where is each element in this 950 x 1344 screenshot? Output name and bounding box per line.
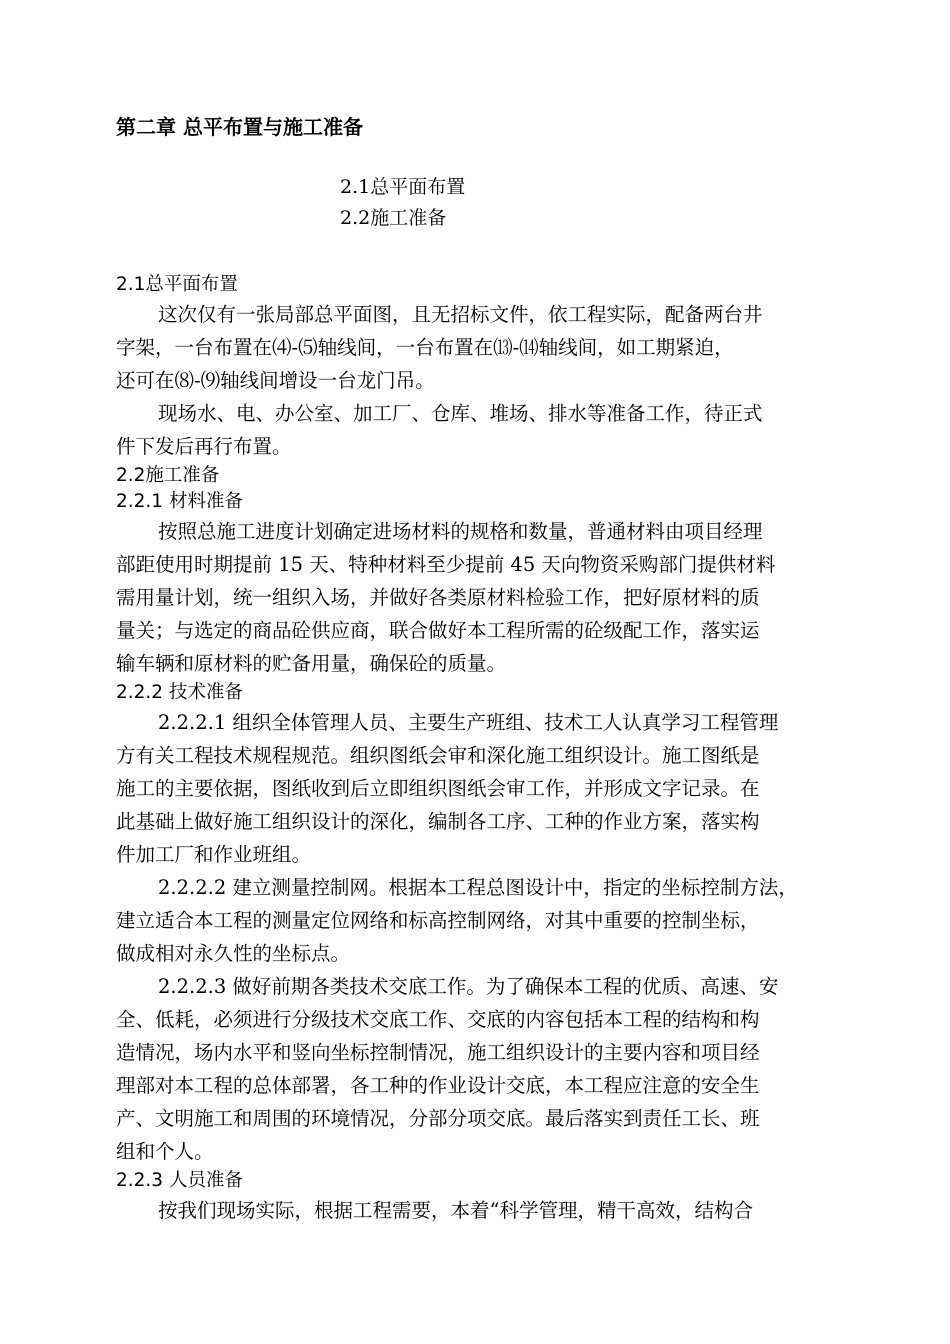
section-2-2-3-heading: 2.2.3 人员准备 [116, 1170, 243, 1191]
text-line: 现场水、电、办公室、加工厂、仓库、堆场、排水等准备工作，待正式 [158, 402, 763, 425]
toc-item-2-1: 2.1总平面布置 [340, 176, 466, 198]
text-line: 2.2.2.2 建立测量控制网。根据本工程总图设计中，指定的坐标控制方法， [158, 876, 798, 899]
text-line: 这次仅有一张局部总平面图，且无招标文件，依工程实际，配备两台井 [158, 303, 763, 326]
text-line: 字架，一台布置在⑷-⑸轴线间，一台布置在⒀-⒁轴线间，如工期紧迫， [116, 336, 734, 359]
text-line: 需用量计划，统一组织入场，并做好各类原材料检验工作，把好原材料的质 [116, 586, 760, 609]
section-2-2-2-2-paragraph [116, 871, 856, 970]
text-line: 方有关工程技术规程规范。组织图纸会审和深化施工组织设计。施工图纸是 [116, 744, 760, 767]
section-2-2-2-3-paragraph [116, 970, 856, 1168]
section-2-2-heading: 2.2施工准备 [116, 465, 220, 486]
table-of-contents [340, 172, 465, 234]
toc-item-2-2: 2.2施工准备 [340, 207, 447, 229]
text-line: 按我们现场实际，根据工程需要，本着“科学管理，精干高效，结构合 [158, 1199, 753, 1222]
text-line: 2.2.2.1 组织全体管理人员、主要生产班组、技术工人认真学习工程管理 [158, 711, 779, 734]
text-line: 施工的主要依据，图纸收到后立即组织图纸会审工作，并形成文字记录。在 [116, 777, 760, 800]
text-line: 输车辆和原材料的贮备用量，确保砼的质量。 [116, 652, 507, 675]
section-2-1-paragraph-1 [116, 298, 856, 397]
text-line: 建立适合本工程的测量定位网络和标高控制网络，对其中重要的控制坐标， [116, 909, 760, 932]
text-line: 件加工厂和作业班组。 [116, 843, 312, 866]
section-2-2-2-heading: 2.2.2 技术准备 [116, 682, 243, 703]
text-line: 还可在⑻-⑼轴线间增设一台龙门吊。 [116, 369, 435, 392]
section-2-2-3-paragraph [116, 1194, 856, 1227]
document-body [116, 272, 856, 1227]
section-2-2-2-1-paragraph [116, 706, 856, 871]
text-line: 按照总施工进度计划确定进场材料的规格和数量，普通材料由项目经理 [158, 520, 763, 543]
section-2-2-1-heading: 2.2.1 材料准备 [116, 491, 243, 512]
section-2-2-1-paragraph [116, 515, 856, 680]
text-line: 此基础上做好施工组织设计的深化，编制各工序、工种的作业方案，落实构 [116, 810, 760, 833]
text-line: 产、文明施工和周围的环境情况，分部分项交底。最后落实到责任工长、班 [116, 1107, 760, 1130]
text-line: 理部对本工程的总体部署，各工种的作业设计交底，本工程应注意的安全生 [116, 1074, 760, 1097]
text-line: 件下发后再行布置。 [116, 435, 292, 458]
text-line: 做成相对永久性的坐标点。 [116, 942, 351, 965]
section-2-1-heading: 2.1总平面布置 [116, 274, 238, 295]
text-line: 造情况，场内水平和竖向坐标控制情况，施工组织设计的主要内容和项目经 [116, 1041, 760, 1064]
chapter-title: 第二章 总平布置与施工准备 [116, 115, 363, 139]
text-line: 组和个人。 [116, 1140, 214, 1163]
section-2-1-paragraph-2 [116, 397, 856, 463]
text-line: 部距使用时期提前 15 天、特种材料至少提前 45 天向物资采购部门提供材料 [116, 553, 776, 576]
text-line: 全、低耗，必须进行分级技术交底工作、交底的内容包括本工程的结构和构 [116, 1008, 760, 1031]
text-line: 量关；与选定的商品砼供应商，联合做好本工程所需的砼级配工作，落实运 [116, 619, 760, 642]
text-line: 2.2.2.3 做好前期各类技术交底工作。为了确保本工程的优质、高速、安 [158, 975, 779, 998]
